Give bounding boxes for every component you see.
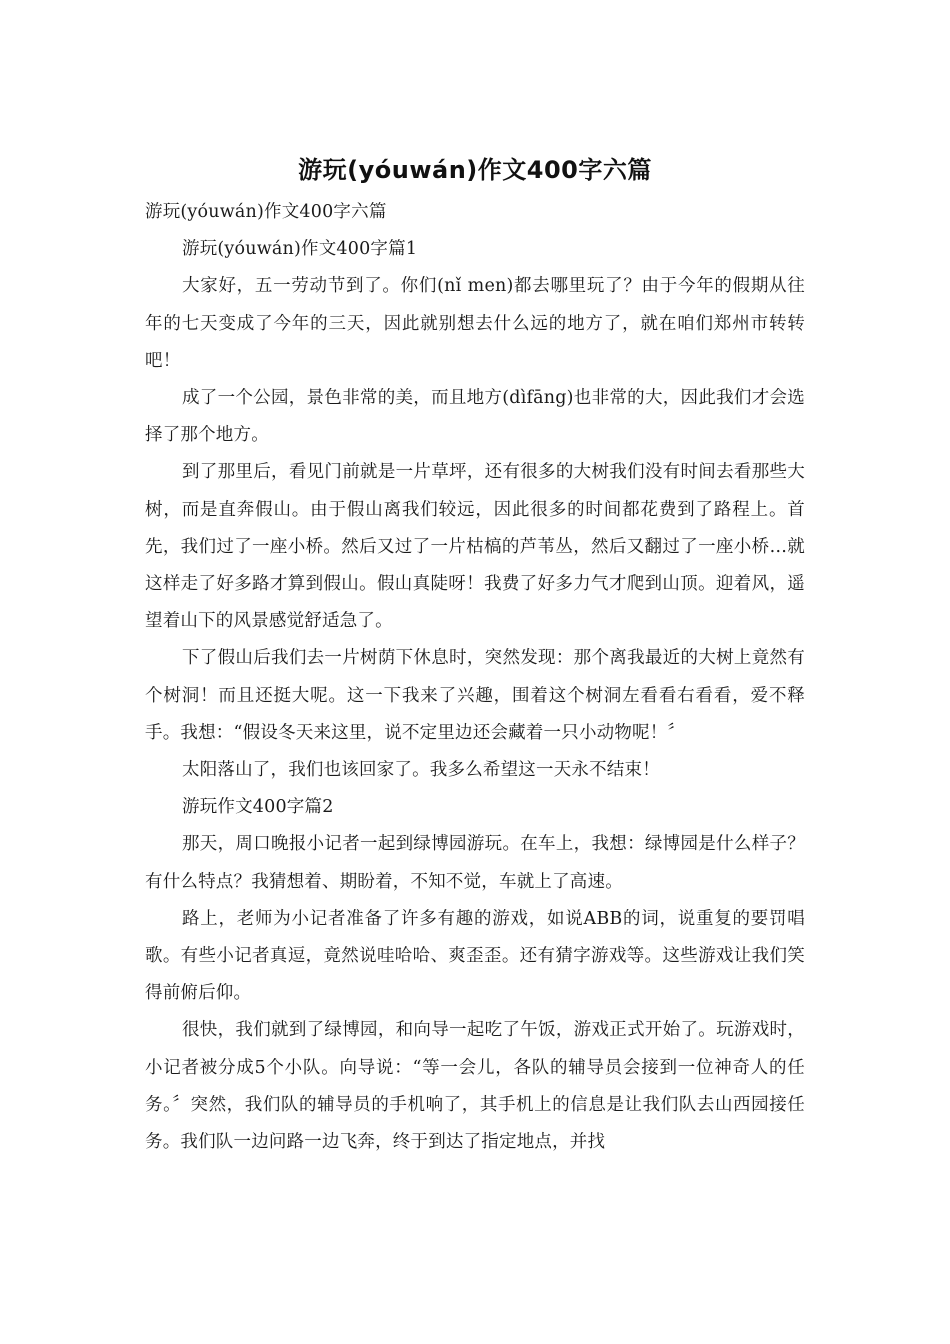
paragraph: 成了一个公园，景色非常的美，而且地方(dìfāng)也非常的大，因此我们才会选择了那个地方。 — [145, 388, 805, 446]
paragraph: 下了假山后我们去一片树荫下休息时，突然发现：那个离我最近的大树上竟然有个树洞！而且还挺大呢。这一下我来了兴趣，围着这个树洞左看看右看看，爱不释手。我想：“假设冬天来这里，说不定里边还会藏着一只小动物呢！〞 — [145, 648, 805, 743]
paragraph: 到了那里后，看见门前就是一片草坪，还有很多的大树我们没有时间去看那些大树，而是直奔假山。由于假山离我们较远，因此很多的时间都花费到了路程上。首先，我们过了一座小桥。然后又过了一片枯槁的芦苇丛，然后又翻过了一座小桥…就这样走了好多路才算到假山。假山真陡呀！我费了好多力气才爬到山顶。迎着风，遥望着山下的风景感觉舒适急了。 — [145, 462, 805, 632]
paragraph-subtitle: 游玩(yóuwán)作文400字六篇 — [145, 202, 387, 222]
paragraph: 很快，我们就到了绿博园，和向导一起吃了午饭，游戏正式开始了。玩游戏时，小记者被分成5个小队。向导说：“等一会儿，各队的辅导员会接到一位神奇人的任务。〞突然，我们队的辅导员的手机响了，其手机上的信息是让我们队去山西园接任务。我们队一边问路一边飞奔，终于到达了指定地点，并找 — [145, 1020, 805, 1153]
paragraph: 那天，周口晚报小记者一起到绿博园游玩。在车上，我想：绿博园是什么样子？有什么特点？我猜想着、期盼着，不知不觉，车就上了高速。 — [145, 834, 805, 892]
paragraph: 太阳落山了，我们也该回家了。我多么希望这一天永不结束！ — [182, 760, 660, 781]
paragraph: 大家好，五一劳动节到了。你们(nǐ men)都去哪里玩了？由于今年的假期从往年的七天变成了今年的三天，因此就别想去什么远的地方了，就在咱们郑州市转转吧！ — [145, 276, 805, 371]
section-heading-2: 游玩作文400字篇2 — [182, 797, 334, 818]
document-body — [145, 194, 805, 1161]
document-title: 游玩(yóuwán)作文400字六篇 — [298, 156, 652, 184]
paragraph: 路上，老师为小记者准备了许多有趣的游戏，如说ABB的词，说重复的要罚唱歌。有些小记者真逗，竟然说哇哈哈、爽歪歪。还有猜字游戏等。这些游戏让我们笑得前俯后仰。 — [145, 908, 805, 1004]
section-heading-1: 游玩(yóuwán)作文400字篇1 — [182, 239, 418, 260]
